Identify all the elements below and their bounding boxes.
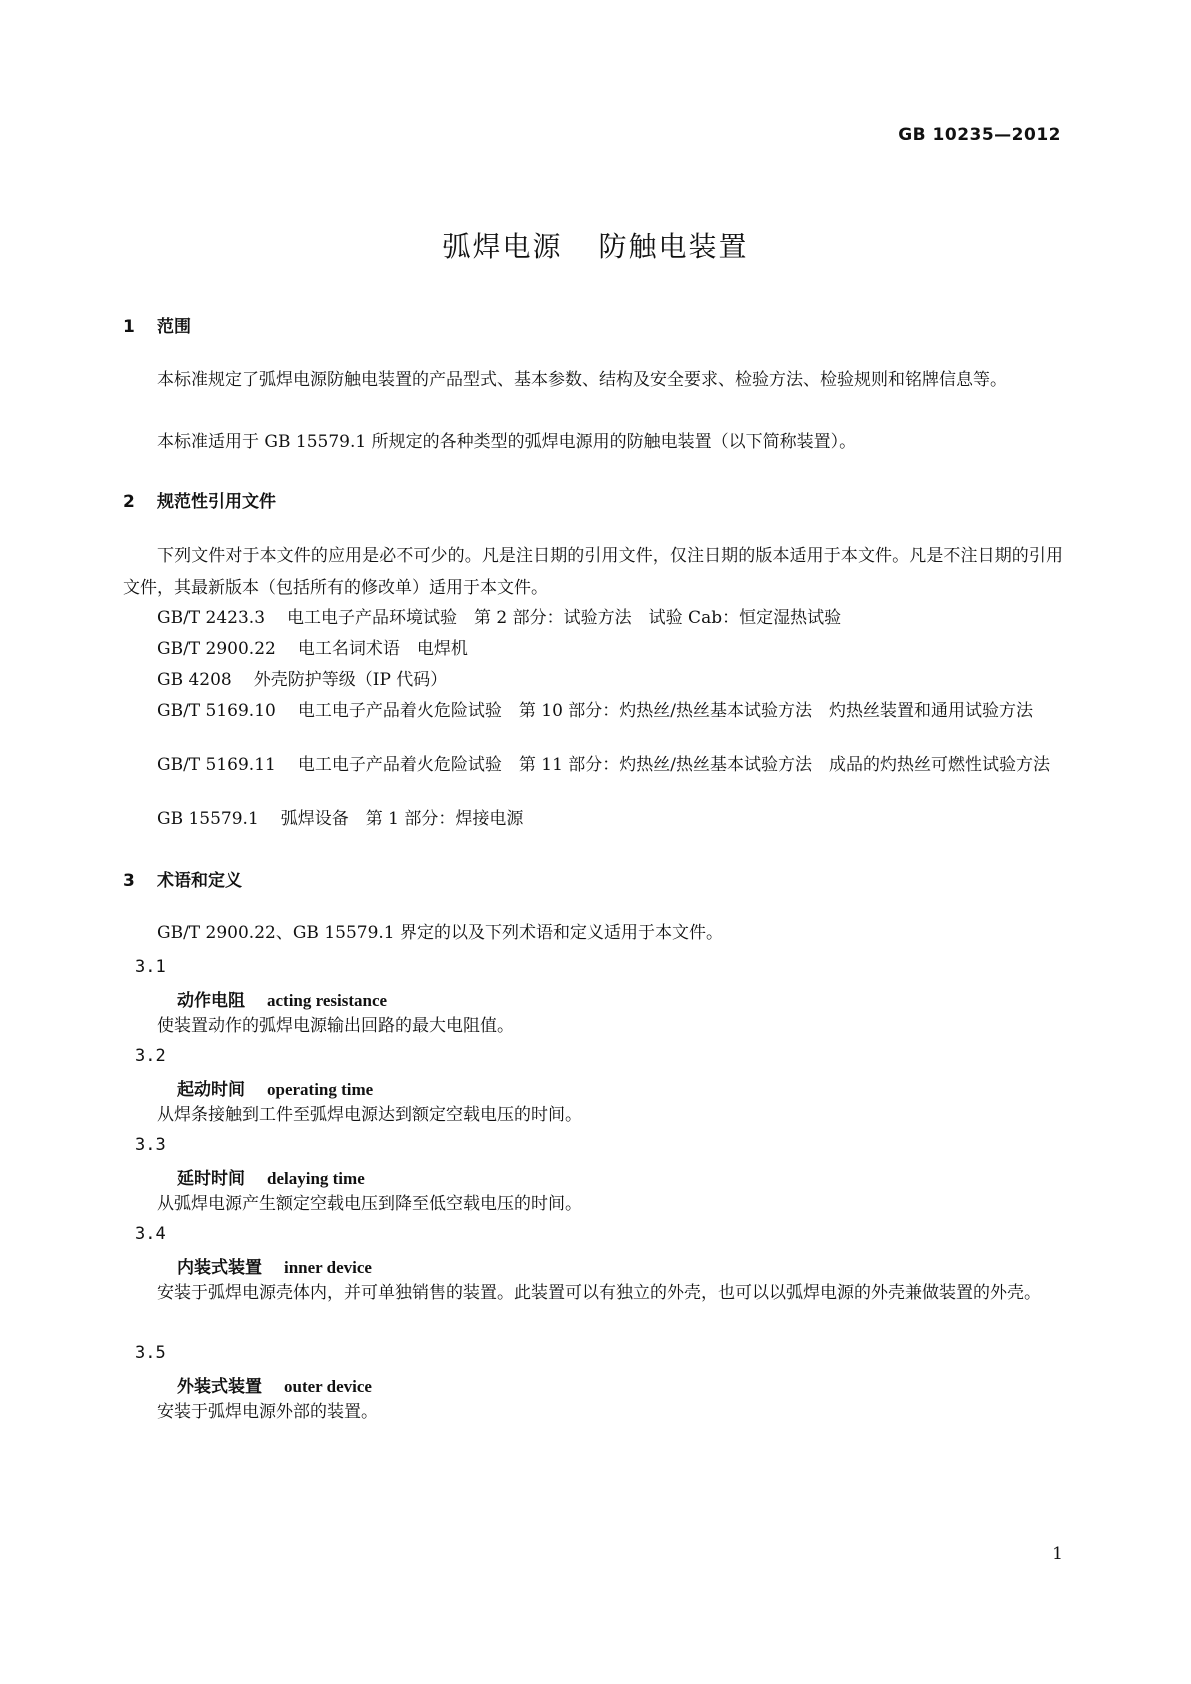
term-zh: 外装式装置 bbox=[177, 1377, 262, 1397]
standard-number: GB 10235—2012 bbox=[898, 125, 1061, 145]
term-number: 3.2 bbox=[135, 1046, 166, 1066]
section-title: 术语和定义 bbox=[157, 871, 242, 891]
term-number: 3.3 bbox=[135, 1135, 166, 1155]
section-1-heading bbox=[123, 312, 191, 337]
reference-code: GB/T 5169.10 bbox=[157, 701, 276, 721]
section-1-paragraph-2: 本标准适用于 GB 15579.1 所规定的各种类型的弧焊电源用的防触电装置（以下简称装置）。 bbox=[157, 432, 857, 452]
term-definition: 从焊条接触到工件至弧焊电源达到额定空载电压的时间。 bbox=[157, 1105, 582, 1125]
reference-item bbox=[123, 664, 1063, 696]
section-2-heading bbox=[123, 487, 276, 512]
reference-title: 电工名词术语 电焊机 bbox=[297, 639, 468, 659]
reference-title: 电工电子产品着火危险试验 第 10 部分：灼热丝/热丝基本试验方法 灼热丝装置和通用试验方法 bbox=[297, 701, 1034, 721]
reference-title: 弧焊设备 第 1 部分：焊接电源 bbox=[280, 809, 524, 829]
term-name bbox=[177, 1075, 373, 1100]
reference-item bbox=[123, 803, 1063, 835]
reference-title: 电工电子产品环境试验 第 2 部分：试验方法 试验 Cab：恒定湿热试验 bbox=[287, 608, 842, 628]
term-number: 3.1 bbox=[135, 957, 166, 977]
section-number: 2 bbox=[123, 492, 135, 512]
term-number: 3.5 bbox=[135, 1343, 166, 1363]
reference-item bbox=[123, 695, 1063, 727]
section-3-intro: GB/T 2900.22、GB 15579.1 界定的以及下列术语和定义适用于本文件。 bbox=[157, 923, 724, 943]
reference-item bbox=[123, 633, 1063, 665]
term-en: outer device bbox=[284, 1377, 372, 1396]
reference-item bbox=[123, 749, 1063, 781]
reference-code: GB/T 2423.3 bbox=[157, 608, 266, 628]
reference-code: GB/T 5169.11 bbox=[157, 755, 276, 775]
term-zh: 延时时间 bbox=[177, 1169, 245, 1189]
document-title bbox=[0, 225, 1191, 265]
term-definition: 使装置动作的弧焊电源输出回路的最大电阻值。 bbox=[157, 1016, 514, 1036]
section-number: 3 bbox=[123, 871, 135, 891]
term-name bbox=[177, 1253, 372, 1278]
reference-item bbox=[123, 602, 1063, 634]
term-definition: 从弧焊电源产生额定空载电压到降至低空载电压的时间。 bbox=[157, 1194, 582, 1214]
term-en: inner device bbox=[284, 1258, 372, 1277]
term-zh: 内装式装置 bbox=[177, 1258, 262, 1278]
reference-title: 外壳防护等级（IP 代码） bbox=[253, 670, 448, 690]
term-definition: 安装于弧焊电源外部的装置。 bbox=[157, 1402, 378, 1422]
section-title: 范围 bbox=[157, 317, 191, 337]
term-zh: 动作电阻 bbox=[177, 991, 245, 1011]
term-en: acting resistance bbox=[267, 991, 388, 1010]
reference-code: GB 15579.1 bbox=[157, 809, 259, 829]
reference-code: GB/T 2900.22 bbox=[157, 639, 276, 659]
term-name bbox=[177, 1372, 372, 1397]
term-definition: 安装于弧焊电源壳体内，并可单独销售的装置。此装置可以有独立的外壳，也可以以弧焊电源的外壳兼做装置的外壳。 bbox=[157, 1283, 1041, 1303]
term-number: 3.4 bbox=[135, 1224, 166, 1244]
page-number: 1 bbox=[1052, 1544, 1063, 1564]
section-number: 1 bbox=[123, 317, 135, 337]
section-title: 规范性引用文件 bbox=[157, 492, 276, 512]
section-3-heading bbox=[123, 866, 242, 891]
reference-code: GB 4208 bbox=[157, 670, 232, 690]
term-en: operating time bbox=[267, 1080, 374, 1099]
reference-title: 电工电子产品着火危险试验 第 11 部分：灼热丝/热丝基本试验方法 成品的灼热丝可燃性试验方法 bbox=[297, 755, 1051, 775]
title-part-2: 防触电装置 bbox=[598, 230, 749, 263]
title-part-1: 弧焊电源 bbox=[442, 230, 563, 263]
term-name bbox=[177, 1164, 365, 1189]
section-2-intro: 下列文件对于本文件的应用是必不可少的。凡是注日期的引用文件，仅注日期的版本适用于本文件。凡是不注日期的引用文件，其最新版本（包括所有的修改单）适用于本文件。 bbox=[123, 546, 1063, 598]
section-1-paragraph-1: 本标准规定了弧焊电源防触电装置的产品型式、基本参数、结构及安全要求、检验方法、检验规则和铭牌信息等。 bbox=[157, 370, 1007, 390]
term-zh: 起动时间 bbox=[177, 1080, 245, 1100]
term-en: delaying time bbox=[267, 1169, 365, 1188]
term-name bbox=[177, 986, 387, 1011]
